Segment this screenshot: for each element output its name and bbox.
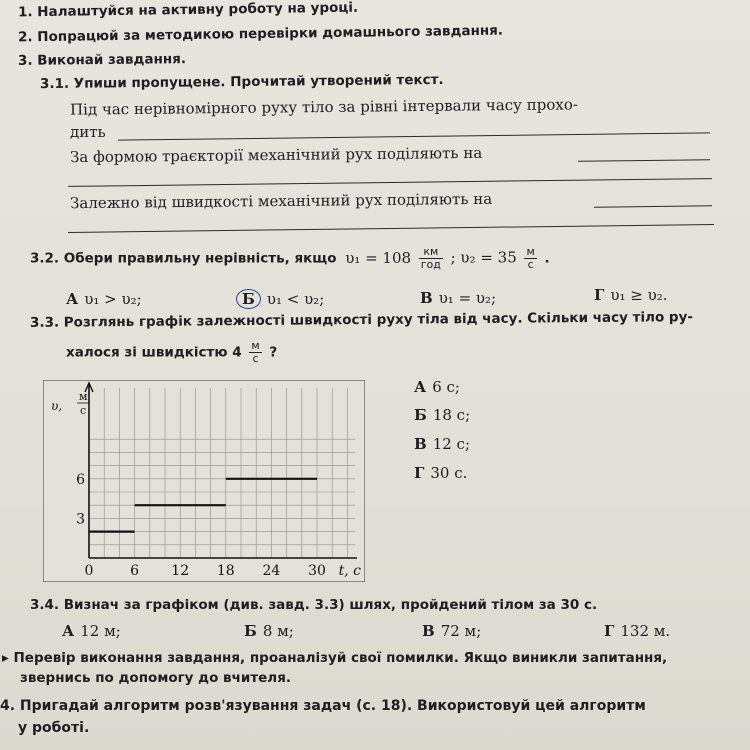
blank-line[interactable] [594, 205, 712, 207]
task-3-1-line1b: дить [70, 123, 106, 141]
x-tick-label: 0 [84, 563, 94, 579]
item-4-line2: у роботі. [18, 720, 90, 736]
task-3-2-option-d[interactable]: Г υ₁ ≥ υ₂. [594, 286, 668, 304]
task-3-4-title: 3.4. Визнач за графіком (див. завд. 3.3) шлях, пройдений тілом за 30 с. [30, 597, 598, 613]
task-3-2-option-b[interactable]: Б υ₁ < υ₂; [236, 289, 324, 309]
arrow-icon: ▸ [2, 650, 9, 666]
y-axis-unit-den: с [80, 404, 87, 417]
y-tick-label: 6 [76, 471, 85, 488]
pen-circle-mark: Б [236, 289, 261, 309]
check-line1: ▸ Перевір виконання завдання, проаналізуй свої помилки. Якщо виникли запитання, [2, 650, 668, 666]
task-3-1-title: 3.1. Упиши пропущене. Прочитай утворений текст. [39, 71, 444, 93]
x-tick-label: 24 [262, 563, 281, 579]
task-3-3-option-b[interactable]: Б 18 с; [414, 406, 471, 424]
velocity-time-graph [43, 380, 365, 582]
task-3-3-line2: халося зі швидкістю 4 $\frac{м}{с}$ ? [66, 339, 278, 365]
item-3: 3. Виконай завдання. [17, 51, 187, 69]
task-3-1-line1: Під час нерівномірного руху тіло за рівні інтервали часу прохо- [69, 95, 579, 119]
check-line2: звернись по допомогу до вчителя. [20, 670, 291, 686]
task-3-2-question: 3.2. Обери правильну нерівність, якщо υ₁ = 108 $\frac{км}{\text{год}}$ ; υ₂ = 35 $\frac{м}{с}$ . [30, 245, 550, 271]
y-tick-label: 3 [76, 511, 85, 528]
task-3-2-option-a[interactable]: А υ₁ > υ₂; [66, 290, 142, 308]
blank-line[interactable] [118, 132, 710, 140]
item-2: 2. Попрацюй за методикою перевірки домашнього завдання. [17, 22, 504, 46]
task-3-4-option-a[interactable]: А 12 м; [62, 622, 121, 640]
task-3-3-option-c[interactable]: В 12 с; [414, 435, 470, 453]
y-axis-label: υ, [51, 399, 63, 413]
task-3-4-option-b[interactable]: Б 8 м; [244, 622, 294, 640]
x-axis-label: t, с [338, 563, 361, 579]
x-tick-label: 30 [308, 563, 326, 579]
x-tick-label: 6 [130, 563, 140, 579]
task-3-1-line2: За формою траєкторії механічний рух поділяють на [69, 143, 483, 167]
task-3-4-option-c[interactable]: В 72 м; [422, 622, 482, 640]
blank-line[interactable] [578, 159, 710, 162]
task-3-3-line1: 3.3. Розглянь графік залежності швидкості руху тіла від часу. Скільки часу тіло ру- [29, 309, 694, 331]
item-1: 1. Налаштуйся на активну роботу на уроці. [17, 0, 359, 21]
blank-line[interactable] [68, 224, 714, 233]
y-axis-unit-num: м [79, 390, 88, 403]
blank-line[interactable] [68, 178, 712, 187]
task-3-2-option-c[interactable]: В υ₁ = υ₂; [420, 289, 497, 307]
x-tick-label: 12 [171, 563, 190, 579]
task-3-1-line3: Залежно від швидкості механічний рух поділяють на [69, 189, 493, 213]
task-3-4-option-d[interactable]: Г 132 м. [604, 622, 671, 640]
task-3-3-option-a[interactable]: А 6 с; [414, 378, 460, 396]
task-3-3-option-d[interactable]: Г 30 с. [414, 464, 468, 482]
x-tick-label: 18 [216, 563, 235, 579]
item-4-line1: 4. Пригадай алгоритм розв'язування задач (с. 18). Використовуй цей алгоритм [0, 698, 646, 714]
